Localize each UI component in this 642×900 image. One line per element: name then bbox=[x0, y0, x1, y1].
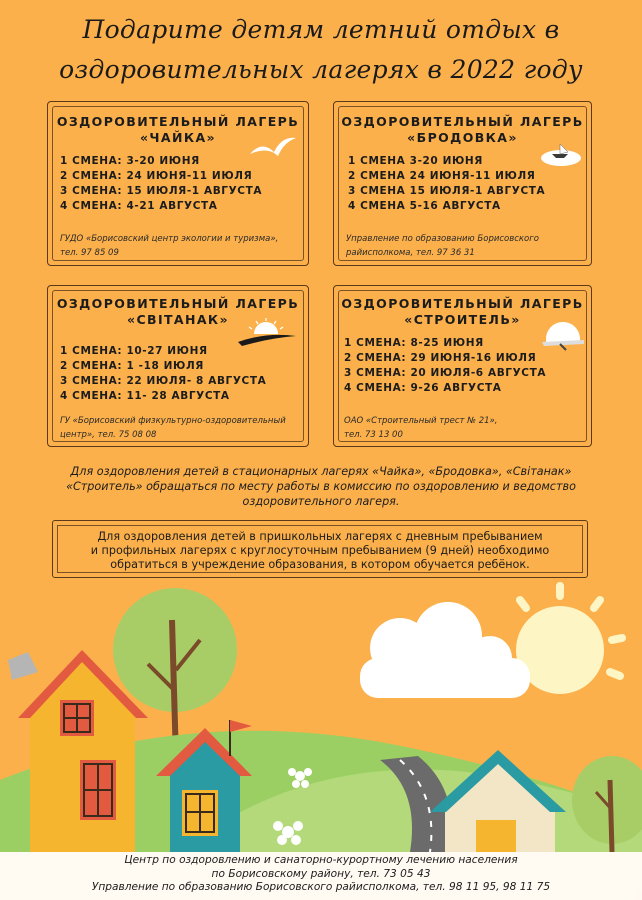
shift-item: 3 СМЕНА: 15 ИЮЛЯ-1 АВГУСТА bbox=[60, 185, 263, 197]
stationary-camps-note bbox=[40, 464, 602, 509]
camp-name: «БРОДОВКА» bbox=[407, 130, 518, 145]
shift-item: 2 СМЕНА: 24 ИЮНЯ-11 ИЮЛЯ bbox=[60, 170, 253, 182]
org-phone: райисполкома, тел. 97 36 31 bbox=[346, 248, 475, 258]
org-phone: тел. 97 85 09 bbox=[60, 248, 119, 258]
org-name: ГУ «Борисовский физкультурно-оздоровительный bbox=[60, 416, 286, 426]
note-line: оздоровительного лагеря. bbox=[242, 495, 400, 508]
org-name: ГУДО «Борисовский центр экологии и туризма», bbox=[60, 234, 279, 244]
shift-item: 4 СМЕНА 5-16 АВГУСТА bbox=[348, 200, 501, 212]
org-phone: центр», тел. 75 08 08 bbox=[60, 430, 157, 440]
boat-icon bbox=[538, 140, 584, 168]
shift-item: 4 СМЕНА: 4-21 АВГУСТА bbox=[60, 200, 218, 212]
camp-organization bbox=[344, 414, 497, 442]
org-phone: тел. 73 13 00 bbox=[344, 430, 403, 440]
shift-item: 2 СМЕНА: 1 -18 ИЮЛЯ bbox=[60, 360, 204, 372]
shift-item: 4 СМЕНА: 11- 28 АВГУСТА bbox=[60, 390, 230, 402]
shift-item: 4 СМЕНА: 9-26 АВГУСТА bbox=[344, 382, 502, 394]
camp-name: «СВІТАНАК» bbox=[126, 312, 230, 327]
footer-contacts bbox=[0, 852, 642, 900]
camp-card-stroitel bbox=[333, 285, 592, 447]
camp-card-svitanak bbox=[47, 285, 309, 447]
shift-list bbox=[60, 154, 262, 214]
school-camps-box bbox=[52, 520, 588, 578]
shift-item: 3 СМЕНА: 22 ИЮЛЯ- 8 АВГУСТА bbox=[60, 375, 267, 387]
camp-organization bbox=[60, 414, 286, 442]
sun-icon bbox=[516, 586, 622, 694]
shift-item: 3 СМЕНА: 20 ИЮЛЯ-6 АВГУСТА bbox=[344, 367, 547, 379]
summer-landscape-illustration bbox=[0, 580, 642, 852]
footer-line: по Борисовскому району, тел. 73 05 43 bbox=[211, 867, 431, 880]
shift-item: 1 СМЕНА: 10-27 ИЮНЯ bbox=[60, 345, 208, 357]
box-line: обратиться в учреждение образования, в котором обучается ребёнок. bbox=[110, 558, 530, 571]
camp-organization bbox=[60, 232, 278, 260]
box-line: Для оздоровления детей в пришкольных лагерях с дневным пребыванием bbox=[97, 530, 543, 543]
shift-item: 3 СМЕНА 15 ИЮЛЯ-1 АВГУСТА bbox=[348, 185, 546, 197]
cloud-icon bbox=[360, 602, 530, 698]
org-name: Управление по образованию Борисовского bbox=[346, 234, 539, 244]
shift-item: 2 СМЕНА 24 ИЮНЯ-11 ИЮЛЯ bbox=[348, 170, 536, 182]
note-line: Для оздоровления детей в стационарных лагерях «Чайка», «Бродовка», «Світанак» bbox=[70, 465, 572, 478]
shift-item: 2 СМЕНА: 29 ИЮНЯ-16 ИЮЛЯ bbox=[344, 352, 537, 364]
note-line: «Строитель» обращаться по месту работы в комиссию по оздоровлению и ведомство bbox=[66, 480, 576, 493]
camp-organization bbox=[346, 232, 539, 260]
camp-heading-line-1: ОЗДОРОВИТЕЛЬНЫЙ ЛАГЕРЬ bbox=[341, 114, 584, 129]
camp-heading-line-1: ОЗДОРОВИТЕЛЬНЫЙ ЛАГЕРЬ bbox=[341, 296, 584, 311]
page-title bbox=[0, 10, 642, 90]
seagull-icon bbox=[248, 132, 298, 162]
title-line-1: Подарите детям летний отдых в bbox=[82, 15, 560, 44]
shift-list bbox=[344, 336, 546, 396]
shift-item: 1 СМЕНА: 3-20 ИЮНЯ bbox=[60, 155, 200, 167]
sunrise-icon bbox=[236, 316, 298, 348]
camp-card-chaika bbox=[47, 101, 309, 266]
camp-heading-line-1: ОЗДОРОВИТЕЛЬНЫЙ ЛАГЕРЬ bbox=[56, 114, 300, 129]
camp-name: «СТРОИТЕЛЬ» bbox=[404, 312, 521, 327]
shift-list bbox=[60, 344, 266, 404]
camp-name: «ЧАЙКА» bbox=[139, 130, 217, 145]
hard-hat-icon bbox=[540, 314, 586, 352]
box-line: и профильных лагерях с круглосуточным пребыванием (9 дней) необходимо bbox=[90, 544, 550, 557]
shift-item: 1 СМЕНА 3-20 ИЮНЯ bbox=[348, 155, 483, 167]
footer-line: Управление по образованию Борисовского райисполкома, тел. 98 11 95, 98 11 75 bbox=[91, 881, 551, 893]
footer-line: Центр по оздоровлению и санаторно-курортному лечению населения bbox=[124, 854, 518, 866]
shift-list bbox=[348, 154, 545, 214]
org-name: ОАО «Строительный трест № 21», bbox=[344, 416, 498, 426]
shift-item: 1 СМЕНА: 8-25 ИЮНЯ bbox=[344, 337, 484, 349]
camp-heading-line-1: ОЗДОРОВИТЕЛЬНЫЙ ЛАГЕРЬ bbox=[56, 296, 300, 311]
camp-card-brodovka bbox=[333, 101, 592, 266]
school-camps-text bbox=[53, 530, 587, 572]
title-line-2: оздоровительных лагерях в 2022 году bbox=[59, 55, 583, 84]
